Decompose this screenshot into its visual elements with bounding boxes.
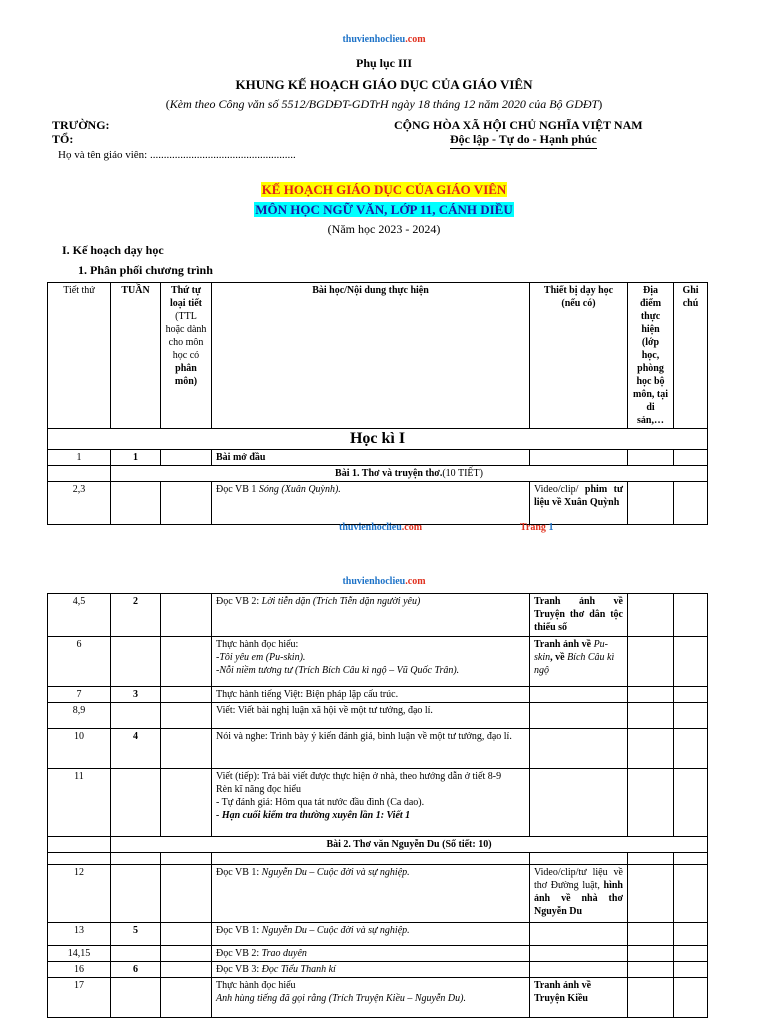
republic-title: CỘNG HÒA XÃ HỘI CHỦ NGHĨA VIỆT NAM <box>394 118 643 132</box>
header-equipment: Thiết bị dạy học (nếu có) <box>530 283 628 429</box>
table-row: 14,15 Đọc VB 2: Trao duyên <box>48 946 708 962</box>
unit-row <box>48 837 708 853</box>
main-title: KHUNG KẾ HOẠCH GIÁO DỤC CỦA GIÁO VIÊN <box>235 77 533 92</box>
header-note: Ghi chú <box>674 283 708 429</box>
table-header-row <box>48 283 708 429</box>
plan-subject-wrap <box>0 201 768 219</box>
appendix-label: Phụ lục III <box>355 56 413 70</box>
school-year: (Năm học 2023 - 2024) <box>327 222 441 236</box>
plan-title: KẾ HOẠCH GIÁO DỤC CỦA GIÁO VIÊN <box>261 182 507 197</box>
table-row: 11 Viết (tiếp): Trả bài viết được thực hiện ở nhà, theo hướng dẫn ở tiết 8-9 Rèn kĩ năng đọc hiểu - Tự đánh giá: Hôm qua tát nước đầu đình (Ca dao). - Hạn cuối kiểm tra thường xuyên lần 1: Viết 1 <box>48 769 708 837</box>
subtitle: (Kèm theo Công văn số 5512/BGDĐT-GDTrH ngày 18 tháng 12 năm 2020 của Bộ GDĐT) <box>165 97 603 111</box>
team-label: TỔ: <box>52 132 74 146</box>
table-row: 13 5 Đọc VB 1: Nguyễn Du – Cuộc đời và sự nghiệp. <box>48 923 708 946</box>
table-row: 17 Thực hành đọc hiểu Anh hùng tiếng đã gọi rằng (Trích Truyện Kiều – Nguyễn Du). Tranh ảnh về Truyện Kiều <box>48 978 708 1018</box>
motto: Độc lập - Tự do - Hạnh phúc <box>450 132 597 149</box>
header-lesson: Bài học/Nội dung thực hiện <box>212 283 530 429</box>
header-place: Địa điểm thực hiện (lớp học, phòng học bộ môn, tại di sản,… <box>628 283 674 429</box>
semester-row <box>48 429 708 450</box>
program-table-page2 <box>47 593 708 1018</box>
plan-subject: MÔN HỌC NGỮ VĂN, LỚP 11, CÁNH DIỀU <box>255 202 513 217</box>
unit-row <box>48 466 708 482</box>
header-order: Thứ tự loại tiết (TTL hoặc dành cho môn học có phân môn) <box>161 283 212 429</box>
table-row: 7 3 Thực hành tiếng Việt: Biện pháp lặp cấu trúc. <box>48 687 708 703</box>
footer-page: Trang 1 <box>520 522 554 533</box>
table-row: 10 4 Nói và nghe: Trình bày ý kiến đánh giá, bình luận về một tư tưởng, đạo lí. <box>48 729 708 769</box>
program-table-page1 <box>47 282 708 525</box>
plan-title-wrap <box>0 181 768 199</box>
table-row: 8,9 Viết: Viết bài nghị luận xã hội về một tư tưởng, đạo lí. <box>48 703 708 729</box>
header-period: Tiết thứ <box>48 283 111 429</box>
site-watermark-page2: thuvienhoclieu.com <box>342 576 426 587</box>
table-row: 1 1 Bài mở đầu <box>48 450 708 466</box>
unit-title: Bài 2. Thơ văn Nguyễn Du (Số tiết: 10) <box>111 837 708 853</box>
table-row: 6 Thực hành đọc hiểu: -Tôi yêu em (Pu-skin). -Nỗi niềm tương tư (Trích Bích Câu kì ngộ – Vũ Quốc Trân). Tranh ảnh về Pu-skin, về Bích Câu kì ngộ <box>48 637 708 687</box>
site-watermark-top: thuvienhoclieu.com <box>342 34 426 45</box>
semester-label: Học kì I <box>48 429 708 450</box>
unit-title: Bài 1. Thơ và truyện thơ.(10 TIẾT) <box>111 466 708 482</box>
subsection-heading: 1. Phân phối chương trình <box>78 263 213 277</box>
school-label: TRƯỜNG: <box>52 118 110 132</box>
table-row: 12 Đọc VB 1: Nguyễn Du – Cuộc đời và sự nghiệp. Video/clip/tư liệu về thơ Đường luật, hình ảnh về nhà thơ Nguyễn Du <box>48 865 708 923</box>
header-week: TUẦN <box>111 283 161 429</box>
table-row: 16 6 Đọc VB 3: Đọc Tiểu Thanh kí <box>48 962 708 978</box>
table-row: 4,5 2 Đọc VB 2: Lời tiễn dặn (Trích Tiễn dặn người yêu) Tranh ảnh về Truyện thơ dân tộc thiểu số <box>48 594 708 637</box>
spacer-row <box>48 853 708 865</box>
footer-site: thuvienhoclieu.com <box>339 522 423 533</box>
section-heading: I. Kế hoạch dạy học <box>62 243 164 257</box>
table-row: 2,3 Đọc VB 1 Sóng (Xuân Quỳnh). Video/clip/ phim tư liệu về Xuân Quỳnh <box>48 482 708 525</box>
teacher-name-line: Họ và tên giáo viên: ..................................................... <box>58 149 296 161</box>
